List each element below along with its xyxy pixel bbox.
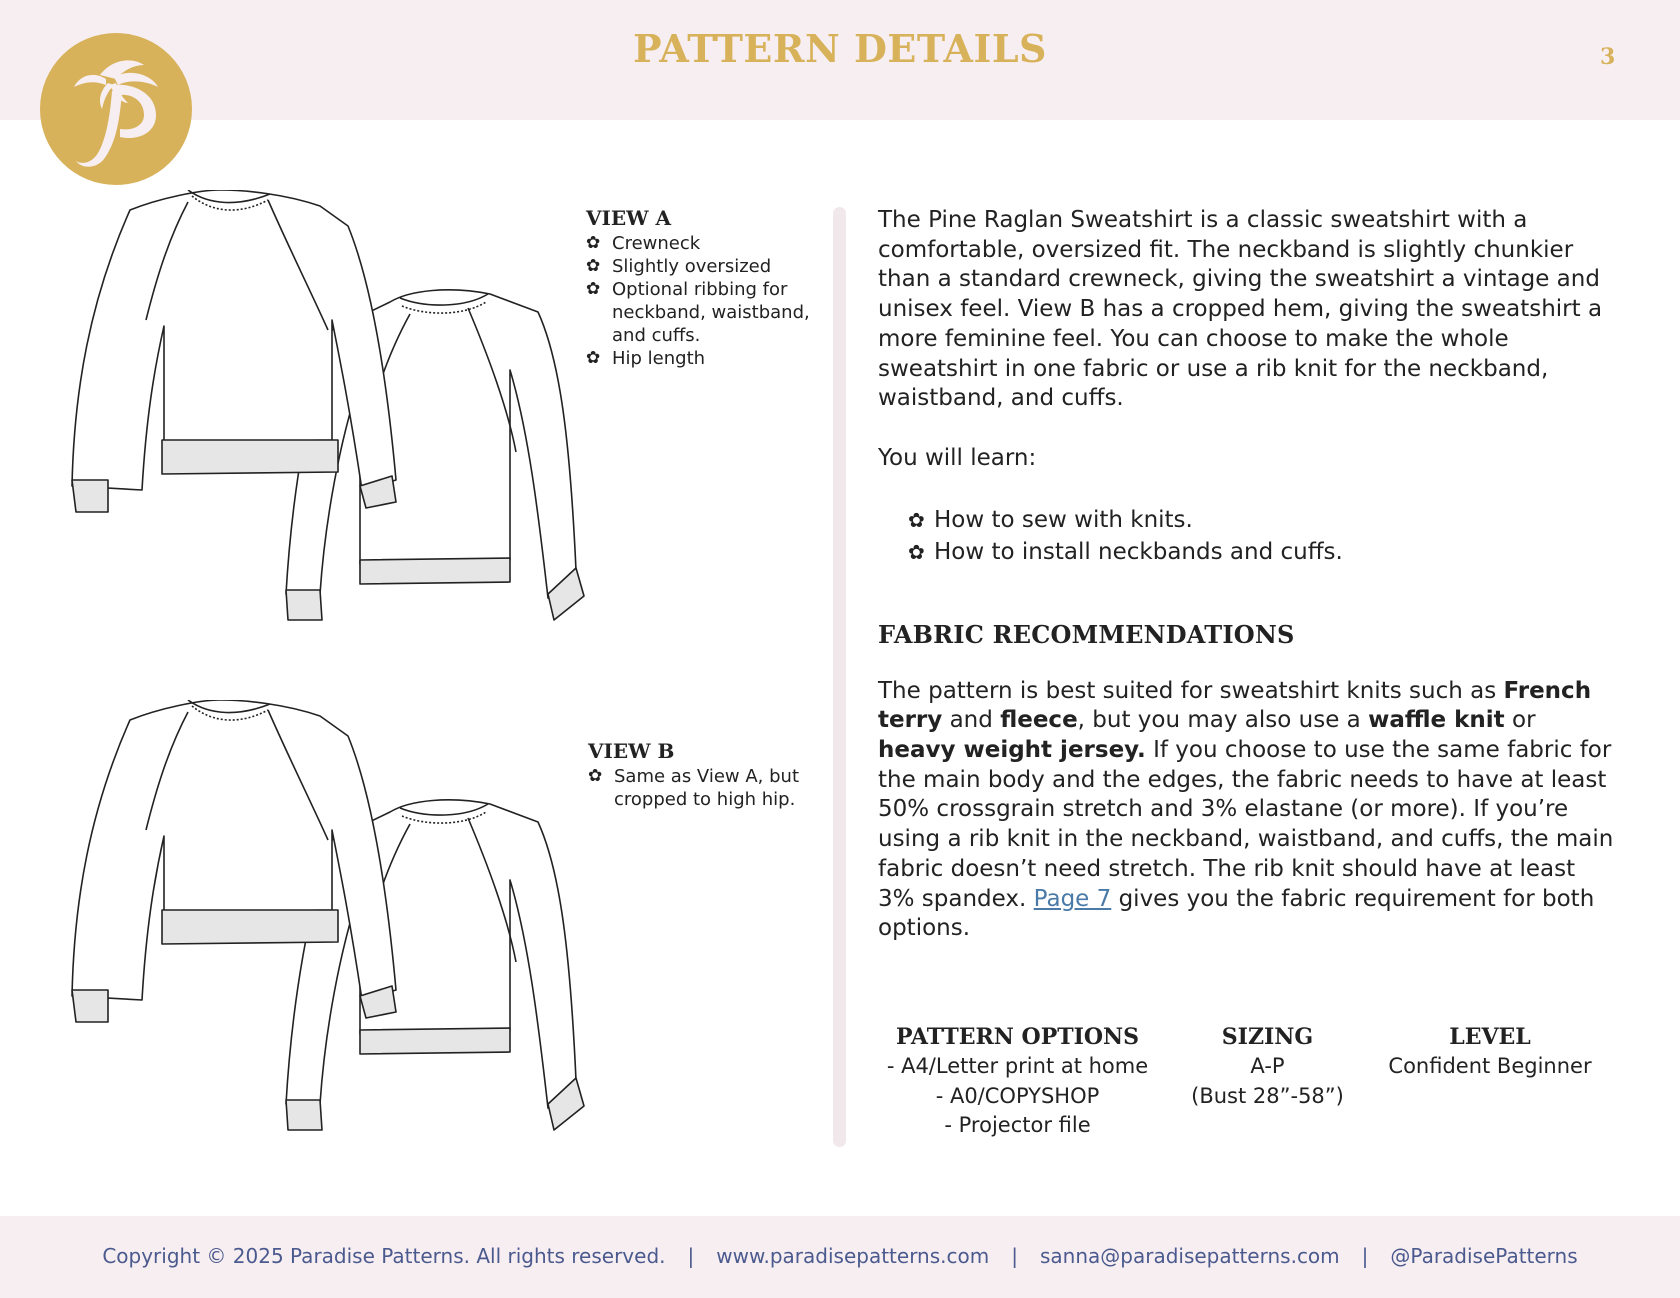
pattern-option-line: - Projector file [944, 1113, 1091, 1137]
description-column [878, 206, 1618, 944]
view-a-details [586, 207, 836, 370]
pattern-options-block [880, 1022, 1155, 1141]
sizing-line: (Bust 28”-58”) [1191, 1083, 1344, 1108]
website-link[interactable]: www.paradisepatterns.com [716, 1244, 990, 1268]
view-b-bullet-list [588, 765, 838, 811]
flower-icon: ✿ [586, 279, 601, 299]
list-item: ✿ Crewneck [586, 233, 701, 254]
sizing-title: SIZING [1221, 1024, 1314, 1050]
column-divider [833, 207, 846, 1147]
social-handle-link[interactable]: @ParadisePatterns [1390, 1244, 1578, 1268]
view-b-title: VIEW B [588, 739, 675, 763]
flower-icon: ✿ [908, 539, 925, 564]
footer-separator: | [1361, 1244, 1369, 1268]
email-link[interactable]: sanna@paradisepatterns.com [1039, 1244, 1340, 1268]
sizing-line: A-P [1250, 1054, 1285, 1078]
pattern-option-line: - A0/COPYSHOP [935, 1083, 1100, 1108]
list-item: ✿ How to sew with knits. [908, 504, 1618, 536]
sizing-block [1170, 1022, 1365, 1111]
fabric-heading: FABRIC RECOMMENDATIONS [878, 619, 1295, 649]
pattern-option-line: - A4/Letter print at home [886, 1054, 1149, 1078]
list-item: ✿ Same as View A, but cropped to high hip. [588, 766, 800, 810]
list-item: ✿ Optional ribbing for neckband, waistband, and cuffs. [586, 279, 810, 346]
list-item: ✿ Hip length [586, 348, 706, 369]
view-a-bullet-list [586, 232, 836, 370]
list-item: ✿ Slightly oversized [586, 256, 772, 277]
copyright-text: Copyright © 2025 Paradise Patterns. All rights reserved. [102, 1244, 666, 1268]
footer [0, 1244, 1680, 1268]
intro-paragraph: The Pine Raglan Sweatshirt is a classic sweatshirt with a comfortable, oversized fit. The neckband is slightly chunkier than a standard crewneck, giving the sweatshirt a vintage and unisex feel. View B has a cropped hem, giving the sweatshirt a more feminine feel. You can choose to make the whole sweatshirt in one fabric or use a rib knit for the neckband, waistband, and cuffs. [878, 207, 1603, 412]
learn-heading: You will learn: [878, 444, 1037, 471]
page-7-link[interactable]: Page 7 [1033, 885, 1112, 912]
view-b-details [588, 740, 838, 811]
palm-letter-p-icon [40, 33, 192, 185]
flower-icon: ✿ [586, 348, 601, 368]
level-block [1375, 1022, 1605, 1082]
level-title: LEVEL [1449, 1024, 1531, 1050]
flower-icon: ✿ [586, 256, 601, 276]
page-title: PATTERN DETAILS [633, 26, 1047, 71]
flower-icon: ✿ [586, 233, 601, 253]
fabric-paragraph: The pattern is best suited for sweatshirt knits such as French terry and fleece, but you may also use a waffle knit or heavy weight jersey. If you choose to use the same fabric for the main body and the edges, the fabric needs to have at least 50% crossgrain stretch and 3% elastane (or more). If you’re using a rib knit in the neckband, waistband, and cuffs, the main fabric doesn’t need stretch. The rib knit should have at least 3% spandex. Page 7 gives you the fabric requirement for both options. [878, 677, 1614, 942]
view-b-sweatshirt-illustration [70, 700, 630, 1160]
flower-icon: ✿ [908, 507, 925, 532]
level-line: Confident Beginner [1388, 1054, 1592, 1078]
pattern-options-title: PATTERN OPTIONS [895, 1024, 1140, 1050]
footer-separator: | [687, 1244, 695, 1268]
footer-separator: | [1011, 1244, 1018, 1268]
view-a-sweatshirt-illustration [70, 190, 630, 650]
flower-icon: ✿ [588, 766, 603, 786]
list-item: ✿ How to install neckbands and cuffs. [908, 536, 1618, 568]
page-number: 3 [1600, 44, 1616, 70]
view-a-title: VIEW A [586, 206, 672, 230]
learn-list [908, 504, 1618, 568]
